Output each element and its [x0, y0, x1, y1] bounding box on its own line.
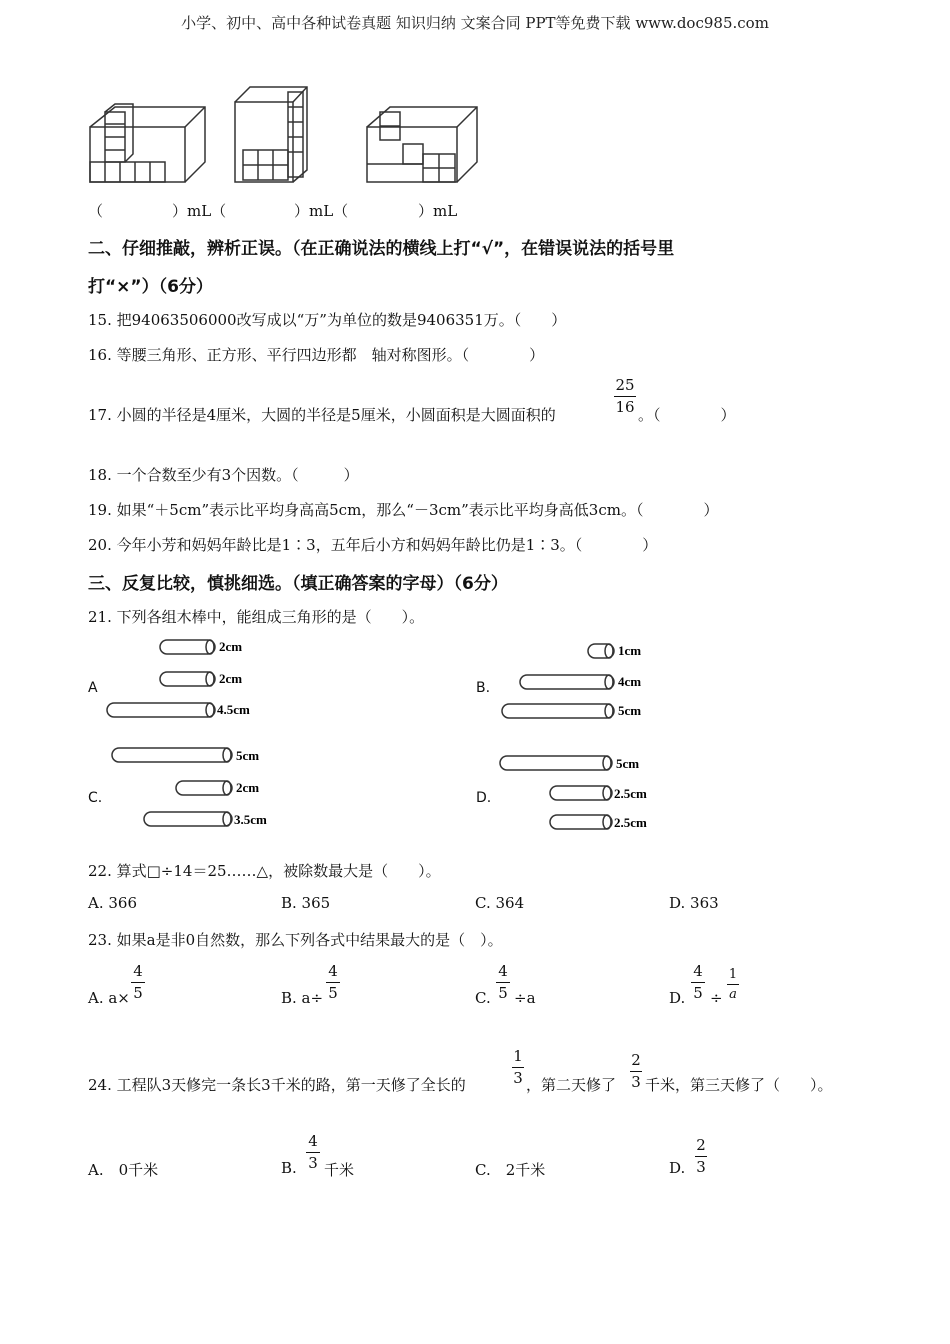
question-22: 22. 算式□÷14＝25……△，被除数最大是（ ）。	[88, 862, 441, 880]
question-15: 15. 把94063506000改写成以“万”为单位的数是9406351万。（ ）	[88, 311, 567, 329]
stick-length: 2cm	[219, 671, 243, 686]
q22-option-c[interactable]: C. 364	[475, 894, 525, 912]
q21-option-c-label[interactable]: C.	[88, 790, 103, 806]
q24-option-a[interactable]: A. 0千米	[88, 1161, 159, 1179]
q23-option-b[interactable]: B. a÷	[281, 989, 324, 1007]
q17-answer-blank: 。（ ）	[638, 406, 736, 424]
denominator: 3	[513, 1069, 523, 1087]
denominator: 5	[133, 984, 143, 1002]
stick-length: 2cm	[219, 639, 243, 654]
numerator: 2	[631, 1051, 641, 1069]
denominator: 5	[693, 984, 703, 1002]
denominator: 3	[308, 1154, 318, 1172]
stick-length: 2cm	[236, 780, 260, 795]
question-23: 23. 如果a是非0自然数，那么下列各式中结果最大的是（ ）。	[88, 931, 503, 949]
section-2-title-cont: 打“×”）（6分）	[88, 277, 213, 297]
question-19: 19. 如果“＋5cm”表示比平均身高高5cm，那么“－3cm”表示比平均身高低3cm。（ ）	[88, 501, 719, 519]
q22-option-a[interactable]: A. 366	[88, 894, 137, 912]
question-18: 18. 一个合数至少有3个因数。（ ）	[88, 466, 359, 484]
page-header: 小学、初中、高中各种试卷真题 知识归纳 文案合同 PPT等免费下载 www.doc985.com	[181, 14, 769, 32]
q24-b-unit: 千米	[324, 1161, 355, 1179]
numerator: 2	[696, 1136, 706, 1154]
denominator: 3	[631, 1073, 641, 1091]
numerator: 4	[328, 962, 338, 980]
question-17: 17. 小圆的半径是4厘米，大圆的半径是5厘米，小圆面积是大圆面积的	[88, 406, 556, 424]
q24-text-3: 千米，第三天修了（ ）。	[645, 1076, 833, 1094]
q14-blank-1[interactable]: （	[88, 202, 104, 220]
stick-length: 5cm	[236, 748, 260, 763]
denominator: 5	[498, 984, 508, 1002]
q14-blank-4[interactable]: ）mL	[418, 202, 458, 220]
q23-option-c[interactable]: C.	[475, 989, 491, 1007]
question-20: 20. 今年小芳和妈妈年龄比是1∶3，五年后小方和妈妈年龄比仍是1∶3。（ ）	[88, 536, 658, 554]
numerator: 25	[615, 376, 635, 394]
q24-fraction-2	[630, 1053, 642, 1090]
stick-length: 2.5cm	[614, 815, 647, 830]
q22-option-b[interactable]: B. 365	[281, 894, 331, 912]
stick-length: 3.5cm	[234, 812, 267, 827]
q23-b-fraction	[326, 964, 340, 1001]
q23-option-d[interactable]: D.	[669, 989, 686, 1007]
q14-blank-2[interactable]: ）mL（	[172, 202, 227, 220]
stick-length: 4.5cm	[217, 702, 250, 717]
question-24: 24. 工程队3天修完一条长3千米的路，第一天修了全长的	[88, 1076, 466, 1094]
q21-option-d-sticks	[496, 752, 666, 832]
q24-text-2: ，第二天修了	[526, 1076, 617, 1094]
denominator: 3	[696, 1158, 706, 1176]
stick-length: 4cm	[618, 674, 642, 689]
q14-blank-3[interactable]: ）mL（	[294, 202, 349, 220]
q23-option-a[interactable]: A. a×	[88, 989, 130, 1007]
denominator: 16	[615, 398, 635, 416]
q21-option-a-sticks	[105, 636, 275, 722]
stick-length: 1cm	[618, 643, 642, 658]
q21-option-a-label[interactable]: A	[88, 680, 98, 696]
container-figures	[85, 82, 480, 188]
q23-c-fraction	[496, 964, 510, 1001]
numerator: 4	[308, 1132, 318, 1150]
q22-option-d[interactable]: D. 363	[669, 894, 719, 912]
numerator: 4	[498, 962, 508, 980]
q17-fraction	[614, 378, 636, 415]
denominator: a	[729, 987, 737, 1002]
q23-d-fraction-2	[727, 968, 739, 1001]
stick-length: 5cm	[618, 703, 642, 718]
q23-c-divisor: ÷a	[514, 989, 536, 1007]
q24-option-b[interactable]: B.	[281, 1159, 297, 1177]
q21-option-d-label[interactable]: D.	[476, 790, 492, 806]
question-16: 16. 等腰三角形、正方形、平行四边形都 轴对称图形。（ ）	[88, 346, 545, 364]
stick-length: 5cm	[616, 756, 640, 771]
numerator: 4	[693, 962, 703, 980]
q24-option-d[interactable]: D.	[669, 1159, 686, 1177]
q23-a-fraction	[131, 964, 145, 1001]
q21-option-c-sticks	[108, 744, 278, 832]
q21-option-b-sticks	[498, 640, 658, 722]
section-2-title: 二、仔细推敲，辨析正误。（在正确说法的横线上打“√”，在错误说法的括号里	[88, 239, 675, 259]
numerator: 1	[728, 967, 738, 982]
q24-fraction-1	[512, 1049, 524, 1086]
numerator: 4	[133, 962, 143, 980]
q23-d-fraction-1	[691, 964, 705, 1001]
q24-b-fraction	[306, 1134, 320, 1171]
q24-option-c[interactable]: C. 2千米	[475, 1161, 546, 1179]
stick-length: 2.5cm	[614, 786, 647, 801]
numerator: 1	[513, 1047, 523, 1065]
q24-d-fraction	[695, 1138, 707, 1175]
q23-d-divide-sign: ÷	[710, 989, 723, 1007]
q21-option-b-label[interactable]: B.	[476, 680, 491, 696]
denominator: 5	[328, 984, 338, 1002]
question-21: 21. 下列各组木棒中，能组成三角形的是（ ）。	[88, 608, 425, 626]
section-3-title: 三、反复比较，慎挑细选。（填正确答案的字母）（6分）	[88, 574, 508, 594]
